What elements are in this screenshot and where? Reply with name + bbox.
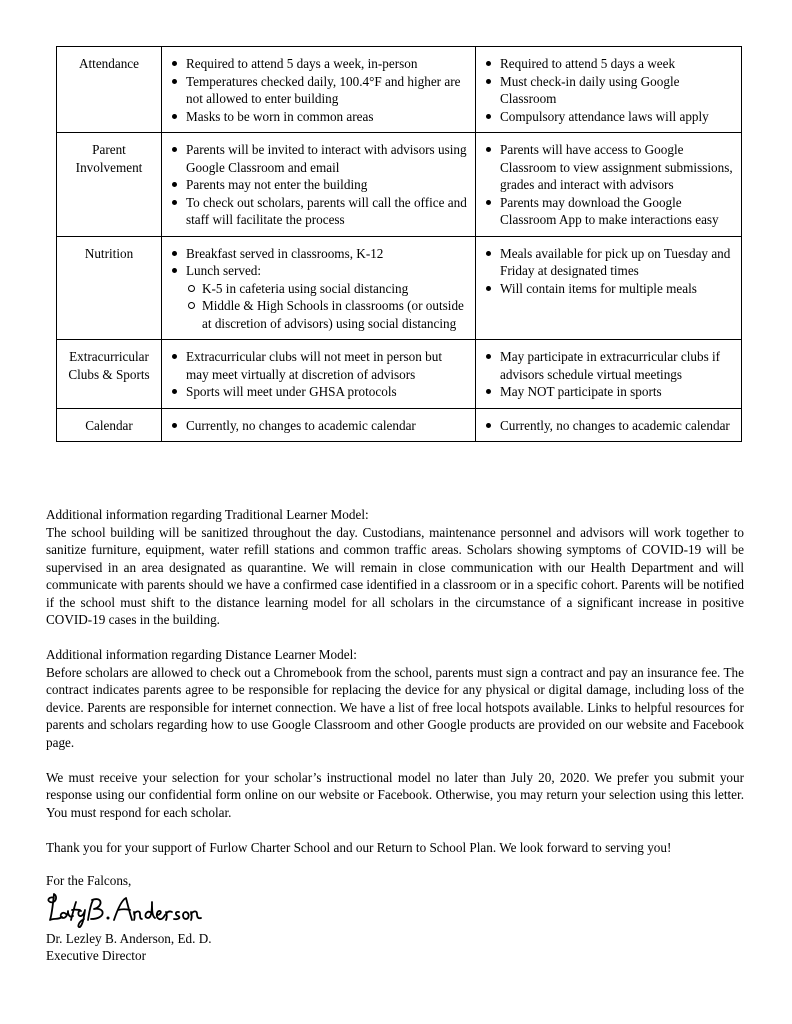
category-label-line: Parent [92,142,126,157]
distance-model-cell [476,133,742,237]
deadline-paragraph: We must receive your selection for your scholar’s instructional model no later than July 20, 2020. We prefer you submit your response using our confidential form online on our website or Facebook. Otherwise, you may return your selection using this letter. You must respond for each scholar. [46,769,744,820]
bullet-text: Parents may download the Google Classroom App to make interactions easy [500,194,719,227]
bullet-item [170,262,467,332]
bullet-text: Must check-in daily using Google Classroom [500,73,680,106]
signer-title: Executive Director [46,948,146,963]
bullet-text: Currently, no changes to academic calendar [186,417,416,433]
sub-bullet-item: K-5 in cafeteria using social distancing [186,280,467,298]
traditional-bullet-list [170,55,467,125]
bullet-item [484,383,733,401]
bullet-item [170,383,467,401]
bullet-text: Compulsory attendance laws will apply [500,108,709,124]
traditional-model-cell [162,340,476,409]
bullet-item [484,73,733,108]
thanks-paragraph: Thank you for your support of Furlow Charter School and our Return to School Plan. We look forward to serving you! [46,839,672,855]
bullet-item [170,176,467,194]
bullet-item [484,141,733,194]
bullet-item [484,417,733,435]
distance-bullet-list [484,417,733,435]
bullet-text: May NOT participate in sports [500,384,662,399]
table-row [57,340,742,409]
distance-bullet-list [484,141,733,229]
bullet-item [170,73,467,108]
bullet-item [484,245,733,280]
distance-info-paragraph: Before scholars are allowed to check out a Chromebook from the school, parents must sign a contract and pay an insurance fee. The contract indicates parents agree to be responsible for replacing the device for any physical or digital damage, including loss of the device. Parents are responsible for internet connection. We have a list of free local hotspots available. Links to helpful resources for parents and scholars regarding how to use Google Classroom and other Google products are provided on our website and Facebook page. [46,664,744,750]
table-row [57,408,742,442]
bullet-text: Temperatures checked daily, 100.4°F and higher are not allowed to enter building [186,73,461,106]
category-label-line: Nutrition [84,245,134,261]
table-row [57,236,742,340]
bullet-item [484,280,733,298]
traditional-model-cell [162,236,476,340]
traditional-bullet-list [170,417,467,435]
category-label-line: Involvement [75,159,143,175]
traditional-info-section [46,506,744,629]
traditional-info-heading: Additional information regarding Traditional Learner Model: [46,507,369,522]
distance-bullet-list [484,348,733,401]
bullet-item [170,55,467,73]
bullet-text: Breakfast served in classrooms, K-12 [186,245,384,261]
category-cell [57,236,162,340]
bullet-text: Required to attend 5 days a week [500,56,676,71]
bullet-item [484,194,733,229]
bullet-item [484,108,733,126]
bullet-item [170,108,467,126]
bullet-item [170,417,467,435]
traditional-bullet-list [170,348,467,401]
distance-model-cell [476,236,742,340]
bullet-text: To check out scholars, parents will call the office and staff will facilitate the process [186,194,467,227]
signer-name: Dr. Lezley B. Anderson, Ed. D. [46,930,212,946]
sub-bullet-list [186,280,467,333]
bullet-item [170,245,467,263]
bullet-text: Will contain items for multiple meals [500,280,697,296]
category-cell [57,340,162,409]
bullet-text: Lunch served: [186,263,262,278]
bullet-text: Masks to be worn in common areas [186,108,374,124]
bullet-text: May participate in extracurricular clubs if advisors schedule virtual meetings [500,349,721,382]
table-row [57,47,742,133]
category-label-line: Clubs & Sports [68,366,150,382]
distance-info-heading: Additional information regarding Distance Learner Model: [46,647,357,662]
bullet-item [170,141,467,176]
bullet-text: Parents will have access to Google Classroom to view assignment submissions, grades and interact with advisors [500,142,733,192]
category-label-line: Extracurricular [69,349,149,364]
table-row [57,133,742,237]
distance-info-section [46,646,744,751]
bullet-text: Required to attend 5 days a week, in-person [186,56,418,71]
bullet-text: Meals available for pick up on Tuesday and Friday at designated times [500,245,731,278]
distance-bullet-list [484,55,733,125]
bullet-text: Extracurricular clubs will not meet in person but may meet virtually at discretion of advisors [186,349,442,382]
distance-model-cell [476,47,742,133]
traditional-bullet-list [170,245,467,333]
bullet-item [484,55,733,73]
category-cell [57,133,162,237]
signoff-block [46,872,346,965]
bullet-item [170,348,467,383]
bullet-item [170,194,467,229]
bullet-text: Parents will be invited to interact with advisors using Google Classroom and email [186,142,467,175]
traditional-model-cell [162,133,476,237]
traditional-model-cell [162,47,476,133]
sub-bullet-item: Middle & High Schools in classrooms (or outside at discretion of advisors) using social distancing [186,297,467,332]
table-body [57,47,742,442]
bullet-text: Parents may not enter the building [186,177,368,192]
learning-model-table [56,46,742,442]
traditional-info-paragraph: The school building will be sanitized throughout the day. Custodians, maintenance personnel and advisors will work together to sanitize furniture, equipment, water refill stations and common traffic areas. Scholars showing symptoms of COVID-19 will be supervised in an area designated as quarantine. We will remain in close communication with our Health Department and will communicate with parents should we have a confirmed case identified in a classroom or in a specific cohort. Parents will be notified if the school must shift to the distance learning model for all scholars in the circumstance of a significant increase in positive COVID-19 cases in the building. [46,524,744,627]
bullet-item [484,348,733,383]
letter-body [46,506,744,856]
category-cell [57,47,162,133]
traditional-bullet-list [170,141,467,229]
category-cell [57,408,162,442]
category-label-line: Calendar [85,417,133,433]
category-label-line: Attendance [78,56,140,71]
distance-bullet-list [484,245,733,298]
handwritten-signature [44,890,204,930]
traditional-model-cell [162,408,476,442]
distance-model-cell [476,340,742,409]
bullet-text: Sports will meet under GHSA protocols [186,384,397,399]
bullet-text: Currently, no changes to academic calendar [500,417,730,433]
closing-line: For the Falcons, [46,873,132,888]
distance-model-cell [476,408,742,442]
